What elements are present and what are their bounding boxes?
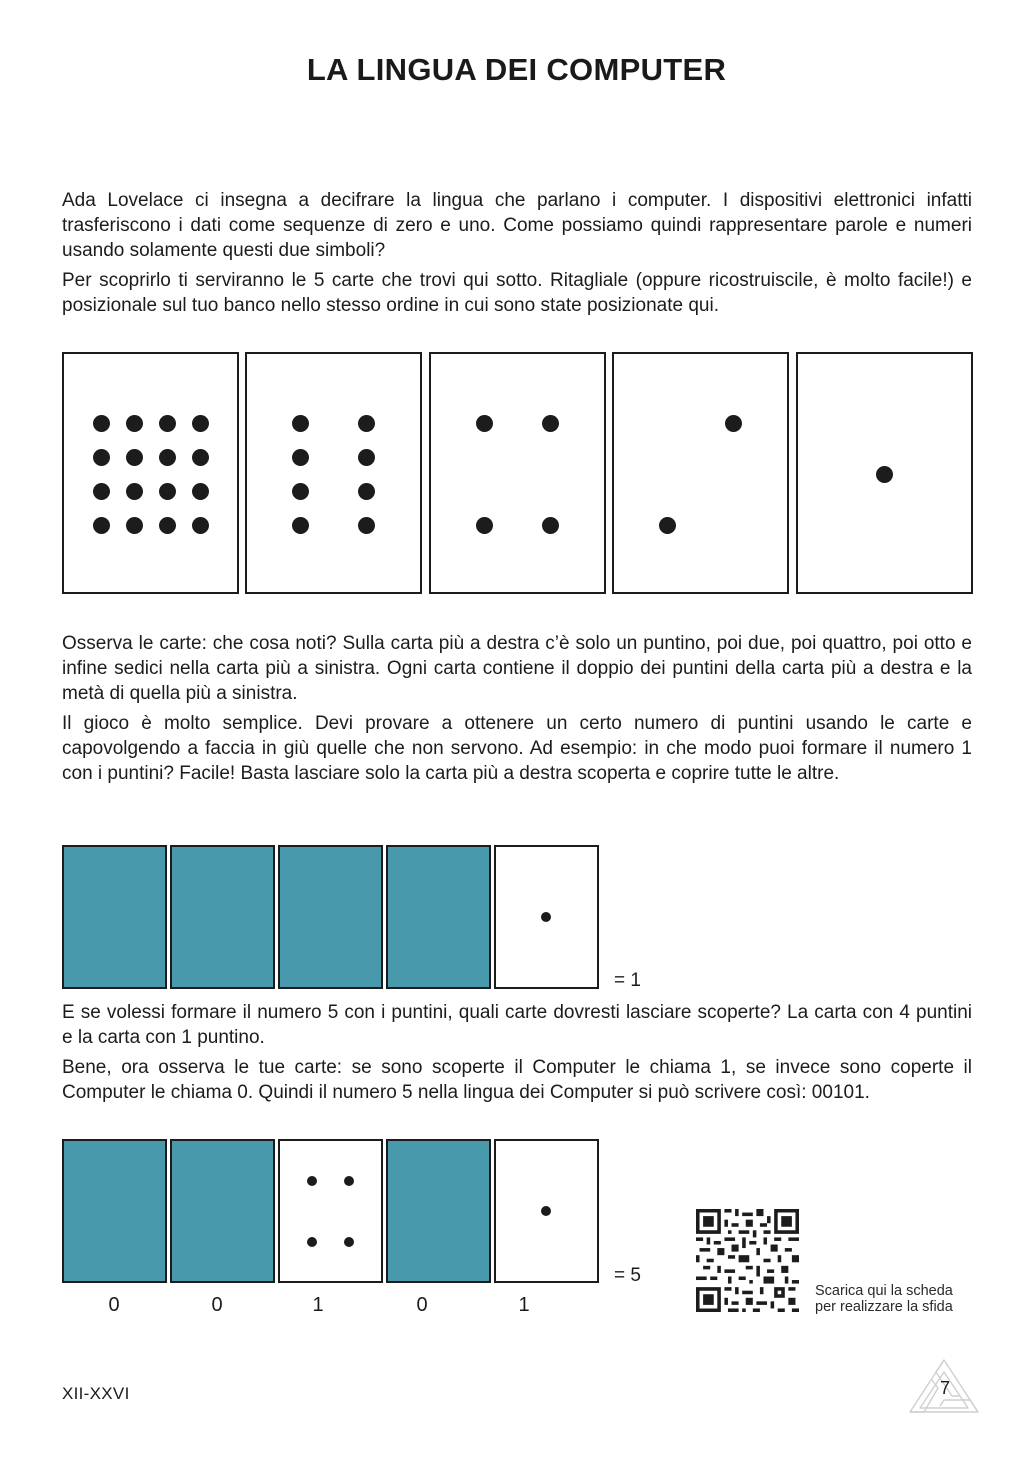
example-1-result: = 1	[614, 970, 641, 991]
observe-paragraph-2: Il gioco è molto semplice. Devi provare a ottenere un certo numero di puntini usando le carte e capovolgendo a faccia in giù quelle che non servono. Ad esempio: in che modo puoi formare il numero 1 con i puntini? Facile! Basta lasciare solo la carta più a destra scoperta e coprire tutte le altre.	[62, 713, 972, 784]
dot	[725, 415, 742, 432]
card-4-dots-small	[278, 1139, 383, 1283]
dot	[159, 517, 176, 534]
covered-card	[386, 1139, 491, 1283]
card-2-dots	[612, 352, 789, 594]
dot	[159, 483, 176, 500]
covered-card	[170, 845, 275, 989]
dot	[192, 449, 209, 466]
qr-caption-line-2: per realizzare la sfida	[815, 1299, 953, 1315]
dot	[358, 517, 375, 534]
dot	[159, 449, 176, 466]
dot	[93, 517, 110, 534]
dot	[344, 1176, 354, 1186]
dot	[192, 517, 209, 534]
dot	[192, 415, 209, 432]
dot	[541, 1206, 551, 1216]
covered-card	[62, 1139, 167, 1283]
dot	[358, 449, 375, 466]
card-1-dot-small	[494, 845, 599, 989]
dot	[541, 912, 551, 922]
intro-paragraph-2: Per scoprirlo ti serviranno le 5 carte che trovi qui sotto. Ritagliale (oppure ricostruiscile, è molto facile!) e posizionale sul tuo banco nello stesso ordine in cui sono state posizionate qui.	[62, 270, 972, 316]
dot	[159, 415, 176, 432]
bit-label: 0	[108, 1294, 120, 1316]
dot	[292, 483, 309, 500]
dot	[307, 1237, 317, 1247]
card-16-dots	[62, 352, 239, 594]
dot	[307, 1176, 317, 1186]
card-8-dots	[245, 352, 422, 594]
qr-caption	[815, 1283, 953, 1315]
dot	[476, 517, 493, 534]
dot	[542, 517, 559, 534]
bit-label: 0	[416, 1294, 428, 1316]
card-1-dot-small	[494, 1139, 599, 1283]
dot	[93, 449, 110, 466]
dot	[93, 483, 110, 500]
dot	[358, 415, 375, 432]
covered-card	[62, 845, 167, 989]
dot	[659, 517, 676, 534]
covered-card	[170, 1139, 275, 1283]
explain-paragraph-1: E se volessi formare il numero 5 con i puntini, quali carte dovresti lasciare scoperte? La carta con 4 puntini e la carta con 1 puntino.	[62, 1002, 972, 1048]
footer-code: XII-XXVI	[62, 1384, 130, 1403]
page-number: 7	[940, 1378, 951, 1398]
intro-paragraph-1: Ada Lovelace ci insegna a decifrare la lingua che parlano i computer. I dispositivi elettronici infatti trasferiscono i dati come sequenze di zero e uno. Come possiamo quindi rappresentare parole e numeri usando solamente questi due simboli?	[62, 190, 972, 261]
dot	[192, 483, 209, 500]
covered-card	[386, 845, 491, 989]
dot	[292, 449, 309, 466]
page-title: LA LINGUA DEI COMPUTER	[306, 52, 727, 87]
example-2-result: = 5	[614, 1265, 641, 1286]
card-4-dots	[429, 352, 606, 594]
dot	[344, 1237, 354, 1247]
bit-label: 0	[211, 1294, 223, 1316]
dot	[93, 415, 110, 432]
dot	[126, 415, 143, 432]
dot	[476, 415, 493, 432]
dot	[876, 466, 893, 483]
dot	[358, 483, 375, 500]
card-1-dot	[796, 352, 973, 594]
dot	[292, 415, 309, 432]
dot	[126, 449, 143, 466]
bit-label: 1	[518, 1294, 530, 1316]
dot	[292, 517, 309, 534]
observe-paragraph-1: Osserva le carte: che cosa noti? Sulla carta più a destra c’è solo un puntino, poi due, poi quattro, poi otto e infine sedici nella carta più a sinistra. Ogni carta contiene il doppio dei puntini della carta più a destra e la metà di quella più a sinistra.	[62, 633, 972, 704]
dot	[542, 415, 559, 432]
covered-card	[278, 845, 383, 989]
dot	[126, 517, 143, 534]
explain-paragraph-2: Bene, ora osserva le tue carte: se sono scoperte il Computer le chiama 1, se invece sono coperte il Computer le chiama 0. Quindi il numero 5 nella lingua dei Computer si può scrivere così: 00101.	[62, 1057, 972, 1103]
dot	[126, 483, 143, 500]
qr-caption-line-1: Scarica qui la scheda	[815, 1283, 953, 1299]
bit-label: 1	[312, 1294, 324, 1316]
qr-code-icon[interactable]	[696, 1209, 799, 1312]
